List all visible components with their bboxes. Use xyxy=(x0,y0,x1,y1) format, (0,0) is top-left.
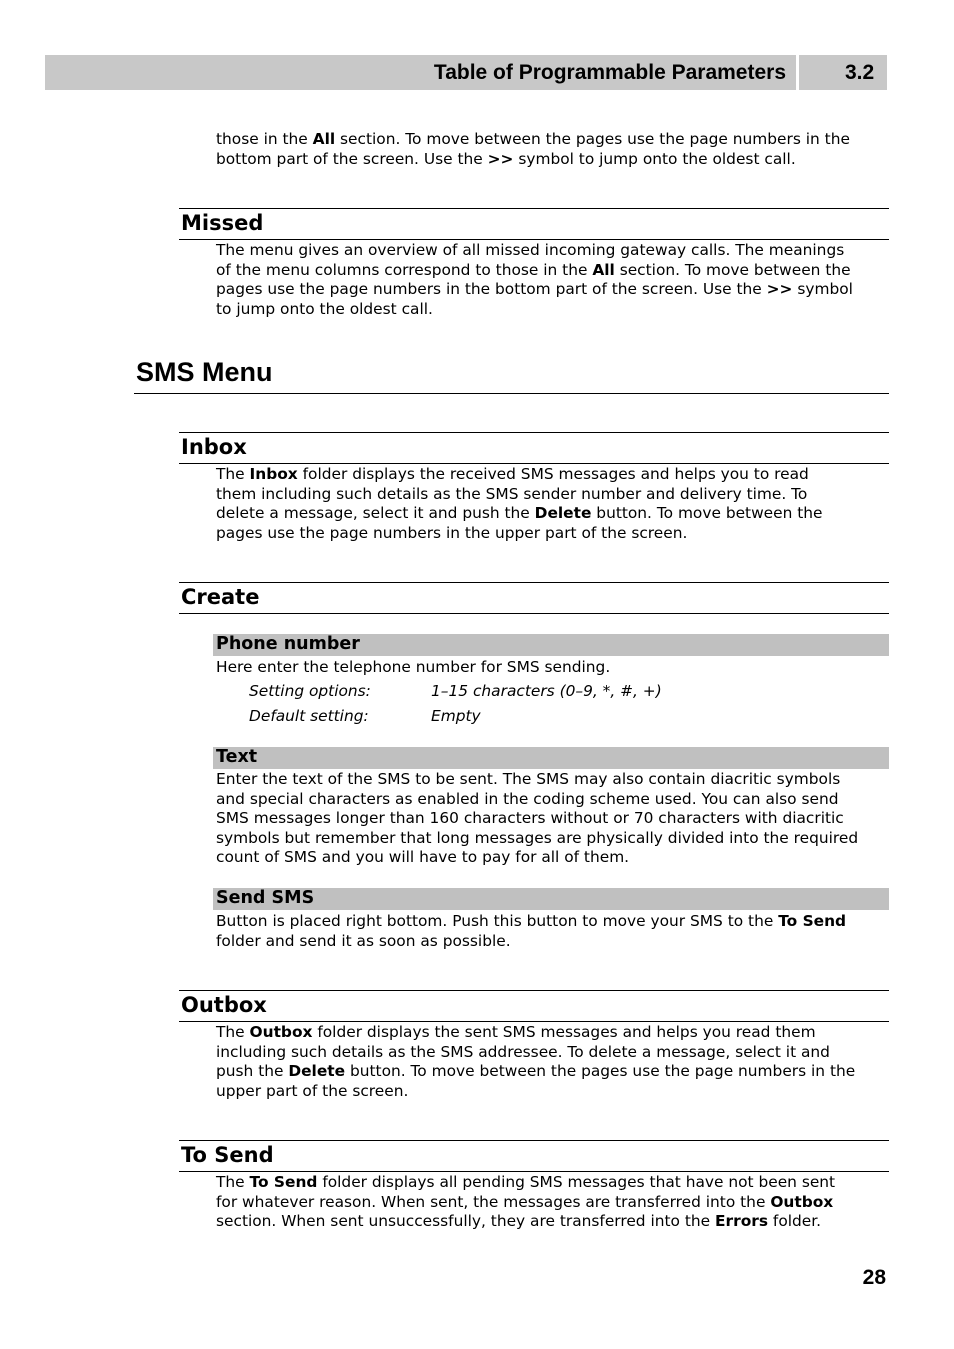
text-line: pages use the page numbers in the upper part of the screen. xyxy=(216,523,688,542)
intro-paragraph xyxy=(216,130,890,169)
text-line xyxy=(216,1062,890,1082)
heading-text: Text xyxy=(216,747,258,767)
intro-line xyxy=(216,150,890,170)
bold-term: >> xyxy=(766,280,793,298)
text: those in the xyxy=(216,130,313,148)
bold-term: Outbox xyxy=(249,1023,313,1041)
subheading-text xyxy=(213,747,889,769)
text: section. When sent unsuccessfully, they are transferred into the xyxy=(216,1212,715,1230)
text-line: The menu gives an overview of all missed incoming gateway calls. The meanings xyxy=(216,241,845,259)
heading-text: SMS Menu xyxy=(136,357,273,387)
text: folder displays the sent SMS messages and helps you read them xyxy=(312,1023,816,1041)
default-setting-value: Empty xyxy=(431,707,481,725)
text-line: folder and send it as soon as possible. xyxy=(216,931,511,950)
heading-text: To Send xyxy=(181,1143,274,1167)
page-number: 28 xyxy=(862,1266,886,1289)
send-sms-paragraph xyxy=(216,912,890,951)
bold-term: All xyxy=(312,130,336,148)
text-line xyxy=(216,1023,890,1043)
text: section. To move between the pages use the page numbers in the xyxy=(335,130,850,148)
bold-term: Delete xyxy=(288,1062,346,1080)
text: bottom part of the screen. Use the xyxy=(216,149,488,168)
text: for whatever reason. When sent, the messages are transferred into the xyxy=(216,1192,771,1211)
bold-term: Delete xyxy=(534,504,592,522)
text: button. To move between the pages use the page numbers in the xyxy=(345,1062,856,1080)
missed-paragraph xyxy=(216,241,890,319)
bold-term: To Send xyxy=(249,1173,318,1191)
text-line: symbols but remember that long messages are physically divided into the required xyxy=(216,828,859,847)
text-line: them including such details as the SMS sender number and delivery time. To xyxy=(216,484,808,503)
text: symbol xyxy=(792,280,853,298)
heading-text: Inbox xyxy=(181,435,247,459)
text-line: count of SMS and you will have to pay for all of them. xyxy=(216,848,630,866)
text-line xyxy=(216,1173,890,1193)
header-section-number: 3.2 xyxy=(845,61,875,84)
text-line: including such details as the SMS addressee. To delete a message, select it and xyxy=(216,1042,830,1061)
heading-text: Outbox xyxy=(181,993,267,1017)
text-line: to jump onto the oldest call. xyxy=(216,299,433,318)
text: The xyxy=(216,1173,250,1191)
text-line: and special characters as enabled in the coding scheme used. You can also send xyxy=(216,789,839,808)
text-line xyxy=(216,280,890,300)
text-line xyxy=(216,1193,890,1213)
text: The xyxy=(216,1023,250,1041)
outbox-paragraph xyxy=(216,1023,890,1101)
header-bar xyxy=(45,55,796,90)
phone-number-description: Here enter the telephone number for SMS sending. xyxy=(216,658,611,676)
text-line xyxy=(216,504,890,524)
setting-options-label: Setting options: xyxy=(249,682,371,700)
intro-line xyxy=(216,130,890,150)
bold-term: To Send xyxy=(778,912,847,930)
to-send-paragraph xyxy=(216,1173,890,1232)
text: Button is placed right bottom. Push this button to move your SMS to the xyxy=(216,912,779,930)
subheading-send-sms xyxy=(213,888,889,910)
section-heading-to-send xyxy=(179,1140,889,1172)
text-line: Enter the text of the SMS to be sent. The SMS may also contain diacritic symbols xyxy=(216,770,841,788)
text-line xyxy=(216,912,890,932)
heading-text: Phone number xyxy=(216,634,360,654)
text-line xyxy=(216,261,890,281)
bold-term: Inbox xyxy=(249,465,298,483)
heading-text: Missed xyxy=(181,211,264,235)
text: delete a message, select it and push the xyxy=(216,504,535,522)
header-title: Table of Programmable Parameters xyxy=(433,61,786,84)
text: symbol to jump onto the oldest call. xyxy=(513,149,796,168)
text-line: SMS messages longer than 160 characters without or 70 characters with diacritic xyxy=(216,809,844,827)
bold-term: All xyxy=(592,260,615,279)
text: folder. xyxy=(768,1212,822,1230)
chapter-heading-sms-menu xyxy=(134,355,889,394)
default-setting-label: Default setting: xyxy=(249,707,369,725)
setting-options-value: 1–15 characters (0–9, *, #, +) xyxy=(431,682,662,700)
text: section. To move between the xyxy=(614,260,851,279)
text-line xyxy=(216,1212,890,1232)
text: button. To move between the xyxy=(591,504,823,522)
section-heading-missed xyxy=(179,208,889,240)
heading-text: Create xyxy=(181,585,260,609)
bold-term: >> xyxy=(487,149,514,168)
section-heading-outbox xyxy=(179,990,889,1022)
section-heading-create xyxy=(179,582,889,614)
bold-term: Outbox xyxy=(770,1192,834,1211)
text: The xyxy=(216,465,250,483)
text: folder displays the received SMS messages and helps you to read xyxy=(297,465,809,483)
text: pages use the page numbers in the bottom part of the screen. Use the xyxy=(216,280,767,298)
text-paragraph xyxy=(216,770,890,868)
bold-term: Errors xyxy=(715,1212,769,1230)
inbox-paragraph xyxy=(216,465,890,543)
subheading-phone-number xyxy=(213,634,889,656)
text-line xyxy=(216,465,890,485)
text: folder displays all pending SMS messages that have not been sent xyxy=(317,1173,836,1191)
text-line: upper part of the screen. xyxy=(216,1081,409,1100)
text: push the xyxy=(216,1062,289,1080)
header-section-box xyxy=(799,55,887,90)
section-heading-inbox xyxy=(179,432,889,464)
text: of the menu columns correspond to those in the xyxy=(216,260,593,279)
heading-text: Send SMS xyxy=(216,888,315,908)
